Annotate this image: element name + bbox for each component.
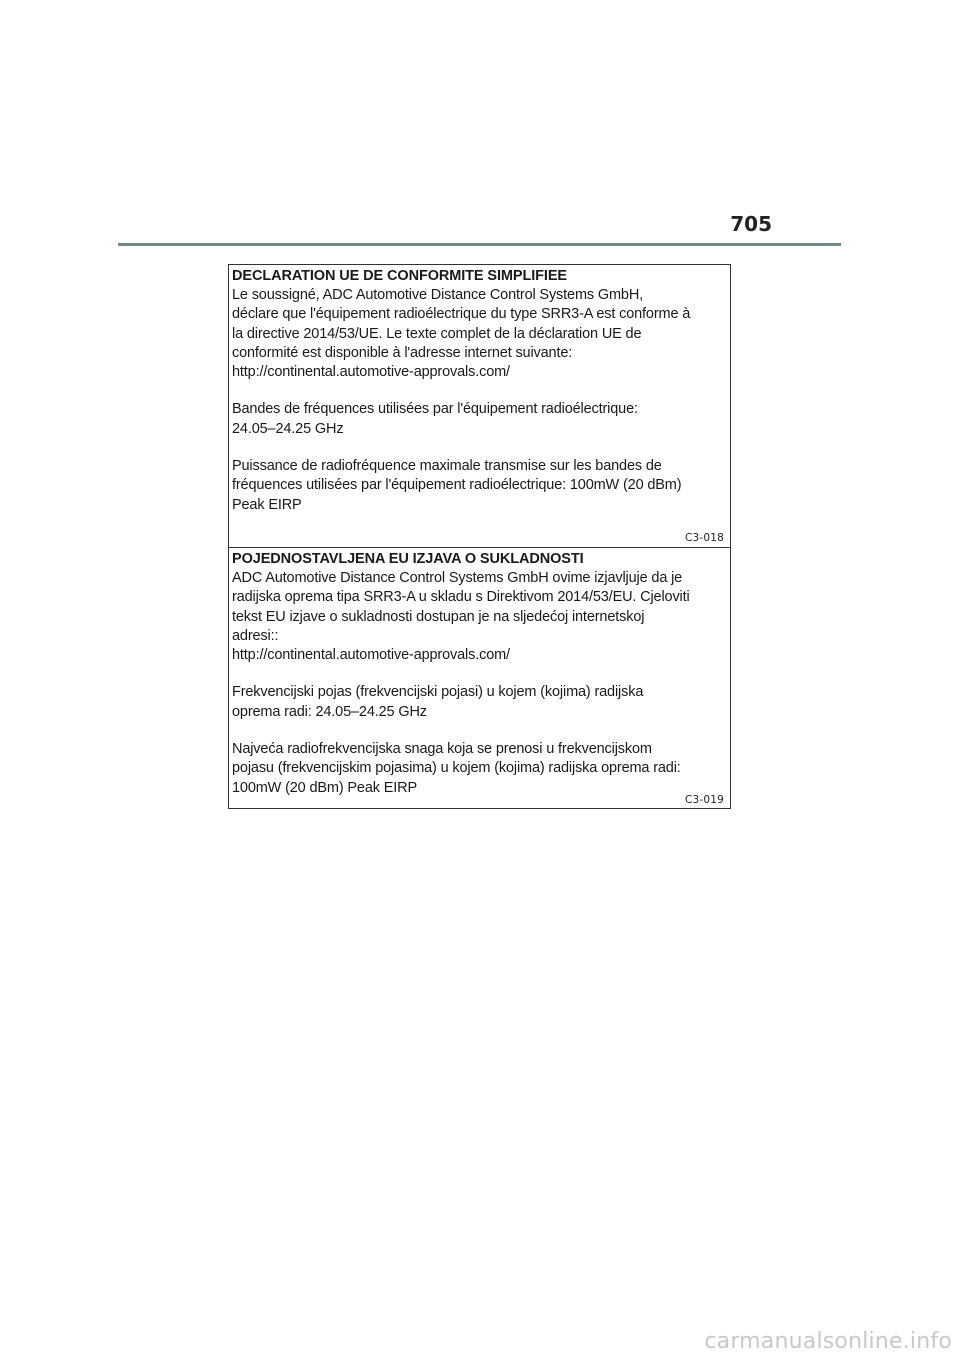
section-paragraph: Le soussigné, ADC Automotive Distance Control Systems GmbH, déclare que l'équipement radioélectrique du type SRR3-A est conforme à la directive 2014/53/UE. Le texte complet de la déclaration UE de conformité est disponible à l'adresse internet suivante: http://continental.automotive-approvals.com/ [232, 287, 691, 381]
declaration-section-french [229, 265, 730, 547]
section-paragraph: Frekvencijski pojas (frekvencijski pojasi) u kojem (kojima) radijska oprema radi: 24.05–24.25 GHz [232, 684, 644, 720]
header-divider [118, 243, 841, 246]
section-paragraph: Bandes de fréquences utilisées par l'équipement radioélectrique: 24.05–24.25 GHz [232, 401, 638, 437]
section-paragraph: Najveća radiofrekvencijska snaga koja se prenosi u frekvencijskom pojasu (frekvencijskim pojasima) u kojem (kojima) radijska oprema radi: 100mW (20 dBm) Peak EIRP [232, 741, 681, 796]
paragraph-gap [232, 665, 727, 683]
section-title: POJEDNOSTAVLJENA EU IZJAVA O SUKLADNOSTI [232, 551, 584, 567]
paragraph-gap [232, 382, 727, 400]
section-paragraph: ADC Automotive Distance Control Systems GmbH ovime izjavljuje da je radijska oprema tipa SRR3-A u skladu s Direktivom 2014/53/EU. Cjeloviti tekst EU izjave o sukladnosti dostupan je na sljedećoj internetskoj adresi:: http://continental.automotive-approvals.com/ [232, 570, 690, 664]
declaration-box [228, 264, 731, 809]
declaration-section-croatian [229, 547, 730, 810]
section-paragraph: Puissance de radiofréquence maximale transmise sur les bandes de fréquences utilisées par l'équipement radioélectrique: 100mW (20 dBm) Peak EIRP [232, 458, 682, 513]
watermark: carmanualsonline.info [704, 1329, 952, 1354]
page-number: 705 [730, 212, 772, 236]
section-code: C3-019 [684, 794, 724, 806]
section-title: DECLARATION UE DE CONFORMITE SIMPLIFIEE [232, 268, 567, 284]
section-code: C3-018 [684, 532, 724, 544]
paragraph-gap [232, 439, 727, 457]
paragraph-gap [232, 722, 727, 740]
